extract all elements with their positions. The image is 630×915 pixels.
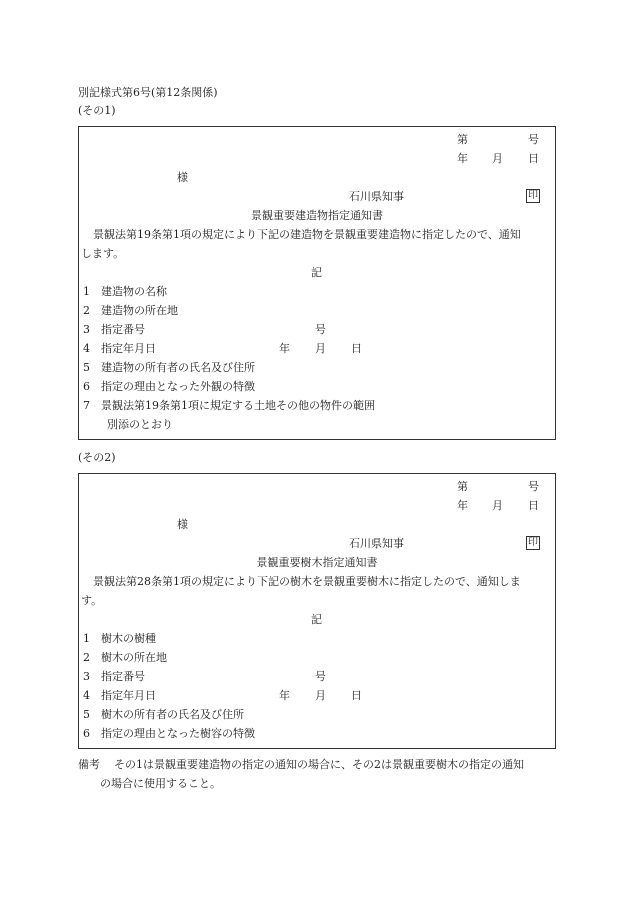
form2-seal-mark: 印 xyxy=(528,537,538,548)
remarks-line1: その1は景観重要建造物の指定の通知の場合に、その2は景観重要樹木の指定の通知 xyxy=(114,758,524,771)
form1-item-num: 7 xyxy=(83,399,90,412)
form1-item3-suffix: 号 xyxy=(315,323,326,336)
form1-body-line2: します。 xyxy=(81,247,125,260)
form2-item4-day: 日 xyxy=(351,689,362,702)
form1-ki: 記 xyxy=(311,266,322,279)
form-heading: 別記様式第6号(第12条関係) xyxy=(78,86,218,99)
form1-box xyxy=(78,126,556,440)
form2-number-suffix: 号 xyxy=(528,480,539,493)
form2-item-num: 6 xyxy=(83,727,90,740)
form2-item-num: 1 xyxy=(83,632,90,645)
form1-title: 景観重要建造物指定通知書 xyxy=(251,209,383,222)
form2-date-day: 日 xyxy=(528,499,539,512)
form2-item-text: 指定番号 xyxy=(101,670,145,683)
form2-date-year: 年 xyxy=(457,499,468,512)
form1-item-num: 3 xyxy=(83,323,90,336)
form2-item-num: 5 xyxy=(83,708,90,721)
form2-box xyxy=(78,473,556,749)
form2-item4-month: 月 xyxy=(315,689,326,702)
form2-date-month: 月 xyxy=(492,499,503,512)
form2-item-text: 指定の理由となった樹容の特徴 xyxy=(101,727,255,740)
form1-date-day: 日 xyxy=(528,152,539,165)
form1-item-text: 景観法第19条第1項に規定する土地その他の物件の範囲 xyxy=(101,399,375,412)
form1-label: (その1) xyxy=(78,104,116,117)
form2-item-text: 樹木の樹種 xyxy=(101,632,156,645)
form1-item4-month: 月 xyxy=(315,342,326,355)
form1-date-year: 年 xyxy=(457,152,468,165)
form1-number-suffix: 号 xyxy=(528,133,539,146)
form2-item-num: 4 xyxy=(83,689,90,702)
form2-issuer: 石川県知事 xyxy=(349,537,404,550)
form1-item-num: 2 xyxy=(83,304,90,317)
form2-item-text: 樹木の所有者の氏名及び住所 xyxy=(101,708,244,721)
form1-item-text: 建造物の所在地 xyxy=(101,304,178,317)
form1-item-text: 建造物の名称 xyxy=(101,285,167,298)
form1-item4-day: 日 xyxy=(351,342,362,355)
form2-ki: 記 xyxy=(311,613,322,626)
form1-item-num: 1 xyxy=(83,285,90,298)
form1-item-num: 6 xyxy=(83,380,90,393)
form1-item4-year: 年 xyxy=(279,342,290,355)
form2-title: 景観重要樹木指定通知書 xyxy=(256,556,378,569)
form1-addressee: 様 xyxy=(177,171,188,184)
form2-item-text: 樹木の所在地 xyxy=(101,651,167,664)
form1-date-month: 月 xyxy=(492,152,503,165)
form2-item-num: 3 xyxy=(83,670,90,683)
form2-item4-year: 年 xyxy=(279,689,290,702)
form1-seal-mark: 印 xyxy=(528,190,538,201)
form2-label: (その2) xyxy=(78,451,116,464)
remarks-label: 備考 xyxy=(78,758,100,771)
form2-body-line2: す。 xyxy=(81,594,103,607)
form1-item7-note: 別添のとおり xyxy=(107,418,173,431)
form1-item-num: 4 xyxy=(83,342,90,355)
form1-item-text: 指定番号 xyxy=(101,323,145,336)
form1-item-text: 指定年月日 xyxy=(101,342,156,355)
form1-body-line1: 景観法第19条第1項の規定により下記の建造物を景観重要建造物に指定したので、通知 xyxy=(93,228,521,241)
form2-item-text: 指定年月日 xyxy=(101,689,156,702)
form1-number-prefix: 第 xyxy=(457,133,468,146)
form1-issuer: 石川県知事 xyxy=(349,190,404,203)
form1-item-text: 指定の理由となった外観の特徴 xyxy=(101,380,255,393)
form2-body-line1: 景観法第28条第1項の規定により下記の樹木を景観重要樹木に指定したので、通知しま xyxy=(93,575,521,588)
form2-item3-suffix: 号 xyxy=(315,670,326,683)
form2-number-prefix: 第 xyxy=(457,480,468,493)
form1-item-num: 5 xyxy=(83,361,90,374)
form1-item-text: 建造物の所有者の氏名及び住所 xyxy=(101,361,255,374)
form2-item-num: 2 xyxy=(83,651,90,664)
form2-addressee: 様 xyxy=(177,518,188,531)
remarks-line2: の場合に使用すること。 xyxy=(100,777,221,790)
